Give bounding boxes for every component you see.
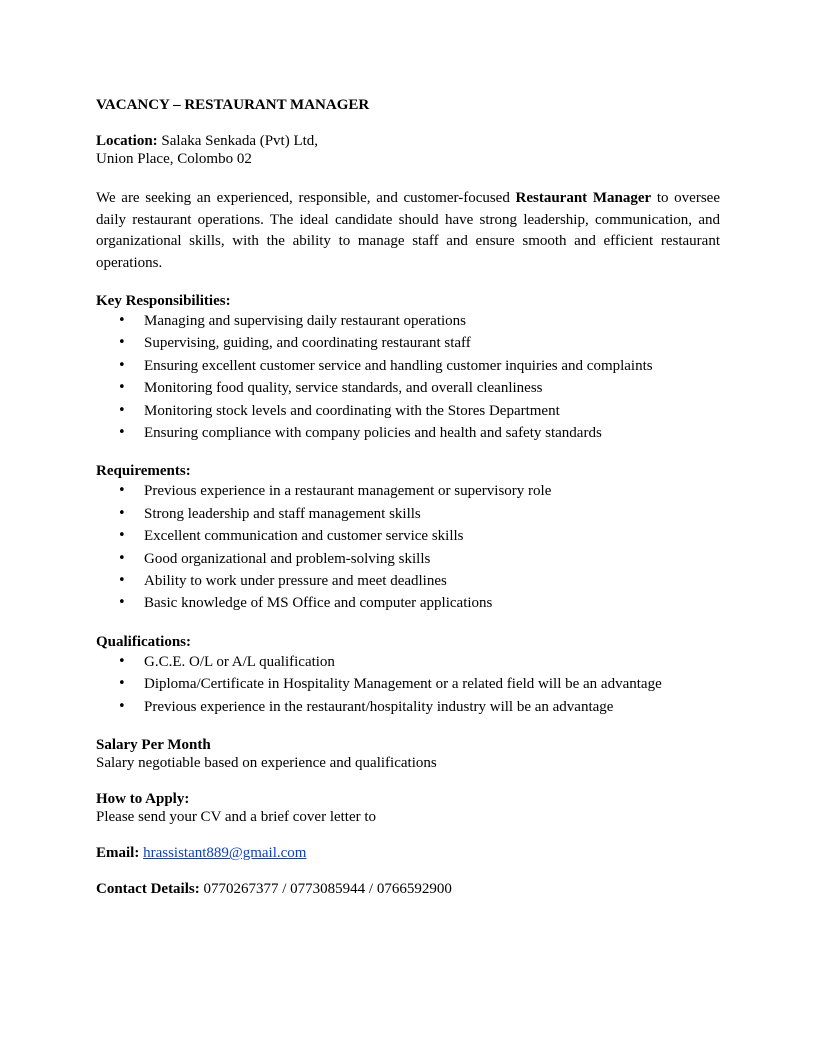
email-label: Email:: [96, 845, 140, 862]
contact-line: [96, 880, 720, 898]
requirements-section: [96, 462, 720, 614]
qualifications-section: [96, 633, 720, 718]
requirements-heading: Requirements:: [96, 463, 191, 480]
list-item: • Basic knowledge of MS Office and computer applications: [96, 592, 720, 614]
list-item: • Managing and supervising daily restaurant operations: [96, 310, 720, 332]
email-line: [96, 844, 720, 862]
list-item: • Previous experience in a restaurant management or supervisory role: [96, 480, 720, 502]
list-item: • Monitoring stock levels and coordinating with the Stores Department: [96, 400, 720, 422]
list-item: • Ensuring excellent customer service and handling customer inquiries and complaints: [96, 355, 720, 377]
apply-section: [96, 790, 720, 826]
list-item: • G.C.E. O/L or A/L qualification: [96, 651, 720, 673]
intro-paragraph: [96, 188, 720, 274]
location-line-1: [96, 132, 720, 150]
salary-text: Salary negotiable based on experience and qualifications: [96, 755, 437, 772]
location-label: Location:: [96, 133, 158, 149]
list-item: • Monitoring food quality, service standards, and overall cleanliness: [96, 377, 720, 399]
intro-text-before: We are seeking an experienced, responsible, and customer-focused: [96, 190, 510, 206]
location-block: [96, 132, 720, 168]
responsibilities-heading: Key Responsibilities:: [96, 293, 231, 309]
qualifications-heading: Qualifications:: [96, 633, 192, 650]
page-title: VACANCY – RESTAURANT MANAGER: [96, 97, 370, 113]
salary-heading: Salary Per Month: [96, 737, 211, 754]
apply-heading: How to Apply:: [96, 791, 190, 808]
location-line-2: Union Place, Colombo 02: [96, 151, 252, 167]
list-item: • Ensuring compliance with company policies and health and safety standards: [96, 422, 720, 444]
contact-numbers: 0770267377 / 0773085944 / 0766592900: [203, 881, 452, 898]
list-item: • Previous experience in the restaurant/hospitality industry will be an advantage: [96, 696, 720, 718]
list-item: • Good organizational and problem-solving skills: [96, 548, 720, 570]
contact-label: Contact Details:: [96, 881, 200, 898]
apply-text: Please send your CV and a brief cover letter to: [96, 809, 377, 826]
responsibilities-list: [96, 310, 720, 444]
location-company: Salaka Senkada (Pvt) Ltd,: [161, 133, 319, 149]
intro-role: Restaurant Manager: [515, 190, 652, 206]
qualifications-list: [96, 651, 720, 718]
requirements-list: [96, 480, 720, 614]
responsibilities-section: [96, 292, 720, 444]
document-page: [96, 96, 720, 898]
intro-text-after: to oversee daily restaurant operations. The ideal candidate should have strong leadership, communication, and organizational skills, with the ability to manage staff and ensure smooth and efficient restaurant operations.: [96, 190, 720, 271]
salary-section: [96, 736, 720, 772]
email-link[interactable]: hrassistant889@gmail.com: [143, 845, 307, 862]
list-item: • Diploma/Certificate in Hospitality Management or a related field will be an advantage: [96, 673, 720, 695]
list-item: • Supervising, guiding, and coordinating restaurant staff: [96, 332, 720, 354]
list-item: • Strong leadership and staff management skills: [96, 503, 720, 525]
list-item: • Ability to work under pressure and meet deadlines: [96, 570, 720, 592]
list-item: • Excellent communication and customer service skills: [96, 525, 720, 547]
